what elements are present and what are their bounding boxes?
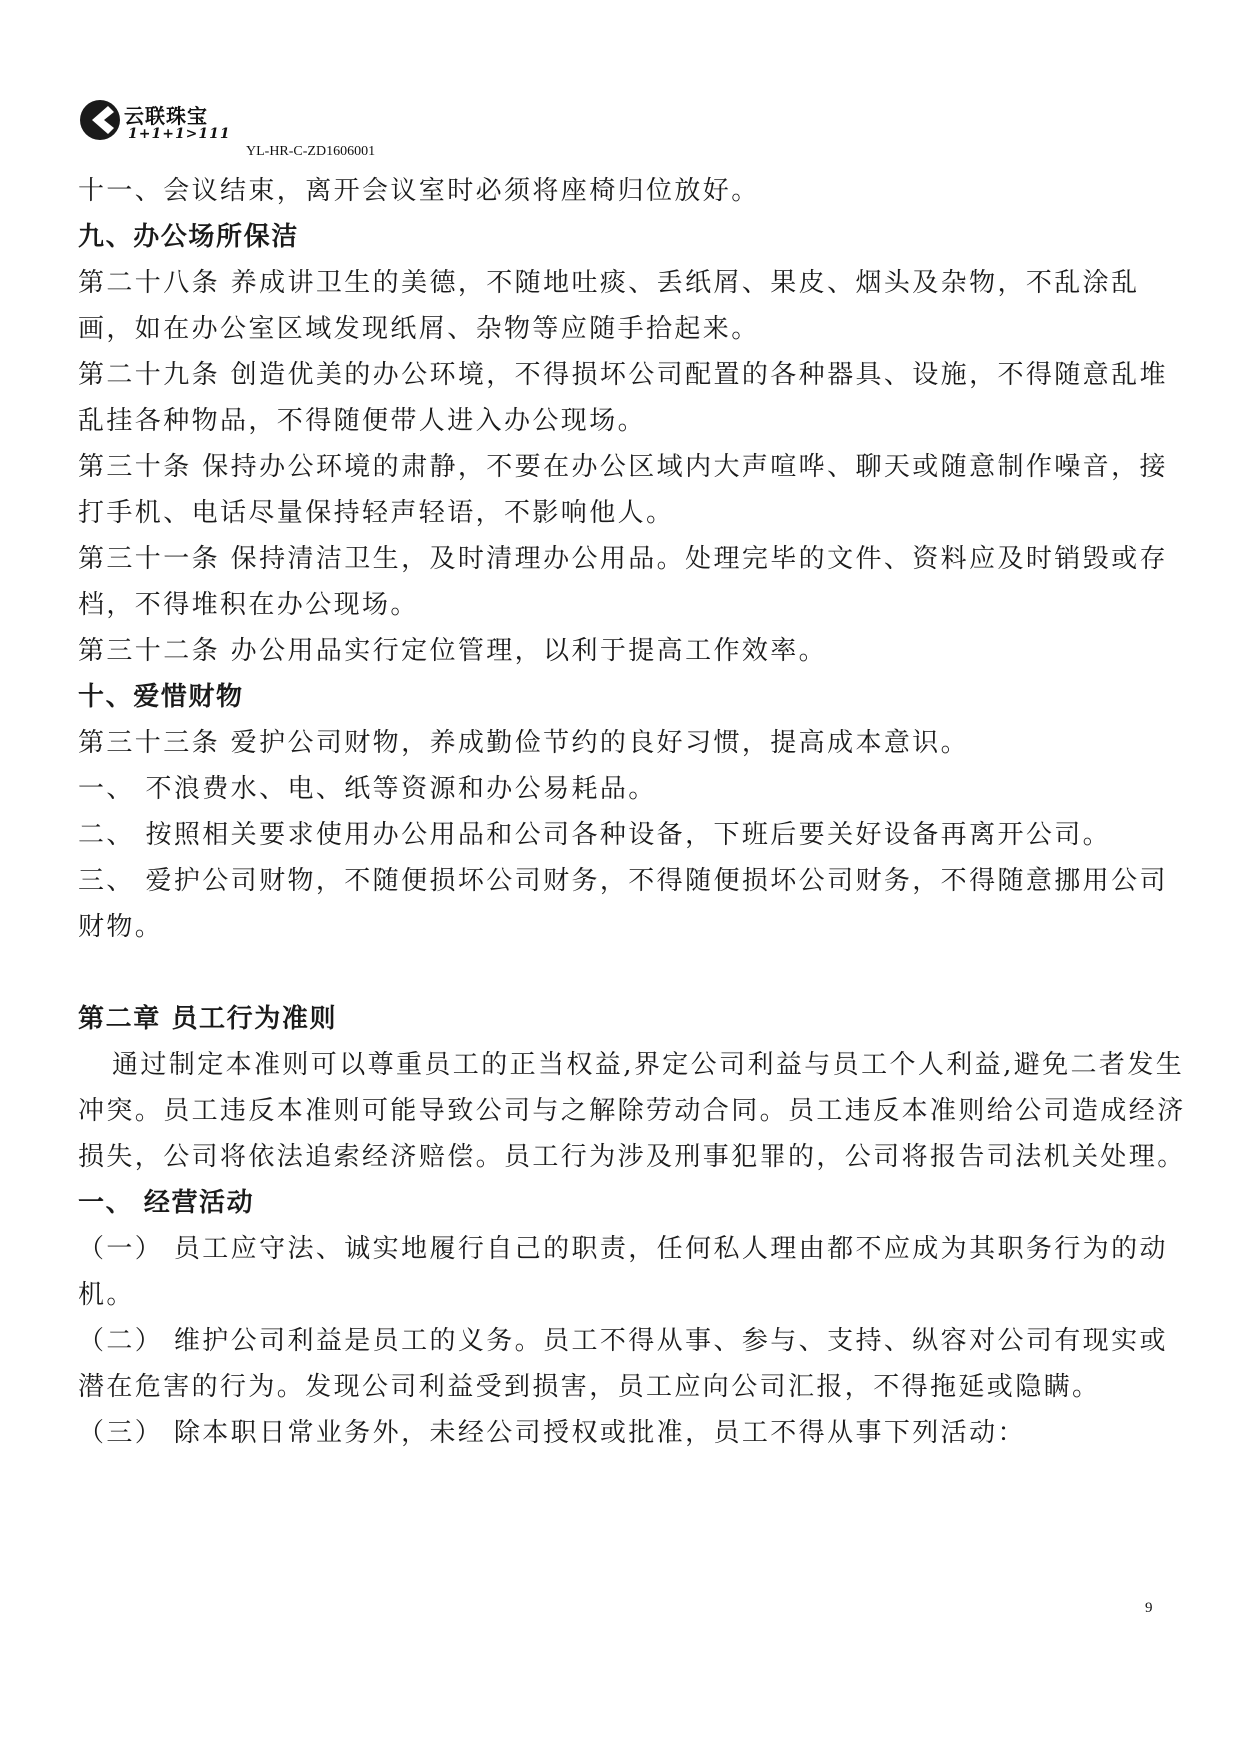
business-item-2: （二） 维护公司利益是员工的义务。员工不得从事、参与、支持、纵容对公司有现实或潜在危害的行为。发现公司利益受到损害，员工应向公司汇报，不得拖延或隐瞒。 [78, 1326, 1168, 1402]
section-spacer [78, 950, 1188, 996]
page-number: 9 [1145, 1600, 1153, 1616]
article-33-item-3: 三、 爱护公司财物，不随便损坏公司财务，不得随便损坏公司财务，不得随意挪用公司财物。 [78, 866, 1168, 942]
logo-emblem-icon [78, 98, 126, 146]
company-logo [78, 98, 248, 150]
section-heading-property: 十、爱惜财物 [78, 682, 244, 712]
paragraph-meeting-end: 十一、会议结束，离开会议室时必须将座椅归位放好。 [78, 176, 760, 206]
article-32: 第三十二条 办公用品实行定位管理，以利于提高工作效率。 [78, 636, 828, 666]
article-31: 第三十一条 保持清洁卫生，及时清理办公用品。处理完毕的文件、资料应及时销毁或存档，不得堆积在办公现场。 [78, 544, 1168, 620]
article-33-item-1: 一、 不浪费水、电、纸等资源和办公易耗品。 [78, 774, 657, 804]
article-33-item-2: 二、 按照相关要求使用办公用品和公司各种设备，下班后要关好设备再离开公司。 [78, 820, 1112, 850]
article-28: 第二十八条 养成讲卫生的美德，不随地吐痰、丢纸屑、果皮、烟头及杂物，不乱涂乱画，如在办公室区域发现纸屑、杂物等应随手拾起来。 [78, 268, 1140, 344]
article-29: 第二十九条 创造优美的办公环境，不得损坏公司配置的各种器具、设施，不得随意乱堆乱挂各种物品，不得随便带人进入办公现场。 [78, 360, 1168, 436]
document-code: YL-HR-C-ZD1606001 [246, 144, 376, 159]
article-33: 第三十三条 爱护公司财物，养成勤俭节约的良好习惯，提高成本意识。 [78, 728, 970, 758]
section-heading-business: 一、 经营活动 [78, 1188, 255, 1218]
chapter-heading: 第二章 员工行为准则 [78, 1004, 338, 1034]
chapter-intro: 通过制定本准则可以尊重员工的正当权益,界定公司利益与员工个人利益,避免二者发生冲突。员工违反本准则可能导致公司与之解除劳动合同。员工违反本准则给公司造成经济损失，公司将依法追索经济赔偿。员工行为涉及刑事犯罪的，公司将报告司法机关处理。 [78, 1050, 1186, 1172]
logo-slogan: 1+1+1>111 [128, 126, 231, 142]
business-item-3: （三） 除本职日常业务外，未经公司授权或批准，员工不得从事下列活动： [78, 1418, 1026, 1448]
document-body [78, 168, 1188, 1456]
article-30: 第三十条 保持办公环境的肃静，不要在办公区域内大声喧哗、聊天或随意制作噪音，接打手机、电话尽量保持轻声轻语，不影响他人。 [78, 452, 1168, 528]
business-item-1: （一） 员工应守法、诚实地履行自己的职责，任何私人理由都不应成为其职务行为的动机。 [78, 1234, 1168, 1310]
section-heading-cleaning: 九、办公场所保洁 [78, 222, 299, 252]
logo-company-name: 云联珠宝 [124, 104, 208, 128]
